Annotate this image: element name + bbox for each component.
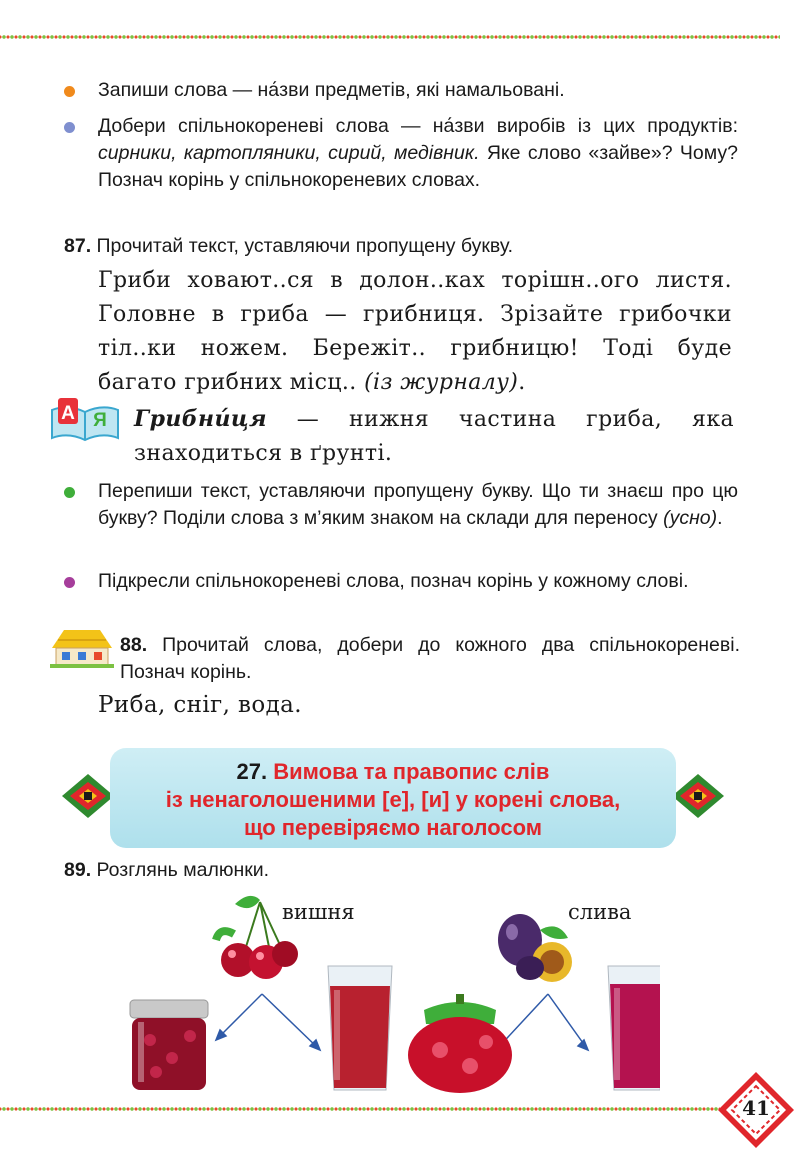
glass-plum-juice [608, 966, 660, 1090]
dictionary-icon [48, 396, 122, 442]
bullet-3-end: . [717, 507, 723, 529]
section-number: 27. [236, 759, 268, 784]
bullet-text-1: Запиши слова — на́зви предметів, які намальовані. [98, 79, 565, 101]
dictionary-entry [134, 402, 734, 471]
exercise-number: 87. [64, 235, 92, 257]
dictionary-term: Грибни́ця [134, 406, 267, 432]
exercise-task: Прочитай текст, уставляючи пропущену букву. [96, 235, 514, 257]
bullet-text-2 [98, 113, 738, 194]
bullet-3-text: Перепиши текст, уставляючи пропущену букву. Що ти знаєш про цю букву? Поділи слова з м’яким знаком на склади для переносу [98, 480, 738, 529]
text-end: . [518, 370, 526, 395]
bullet-3-italic: (усно) [663, 507, 718, 529]
page-number-ornament [718, 1072, 794, 1148]
exercise-number: 88. [120, 634, 148, 656]
section-banner [110, 748, 676, 848]
bullet-text-3 [98, 478, 738, 532]
arrows-left [216, 994, 320, 1050]
exercise-88-words: Риба, сніг, вода. [98, 692, 303, 718]
exercise-task: Розглянь малюнки. [96, 859, 270, 881]
bottom-border [0, 1106, 720, 1112]
jar-image [130, 1000, 208, 1090]
exercise-task: Прочитай слова, добери до кожного два спільнокореневі. Познач корінь. [120, 634, 741, 683]
plum-image [498, 914, 572, 982]
exercise-88-task [120, 632, 740, 686]
bullet-orange [64, 86, 75, 97]
section-title: Вимова та правопис слів [273, 759, 550, 784]
svg-text:А: А [61, 403, 75, 424]
reading-text: Гриби ховают..ся в долон..ках торішн..ого листя. Головне в гриба — грибниця. Зрізайте грибочки тіл..ки ножем. Бережіт.. грибницю! Тоді буде багато грибних місц.. [98, 268, 732, 395]
svg-text:Я: Я [93, 410, 107, 431]
jam-pot-image [408, 994, 512, 1093]
exercise-89-task [64, 857, 269, 884]
ornament-right [670, 772, 726, 820]
section-title-line-2: із ненаголошеними [е], [и] у корені слова, [165, 787, 621, 812]
bullet-2-italic: сирники, картопляники, сирий, медівник. [98, 142, 480, 164]
bullet-purple [64, 577, 75, 588]
bullet-green [64, 487, 75, 498]
exercise-number: 89. [64, 859, 92, 881]
glass-cherry-juice [328, 966, 392, 1090]
exercise-87-task [64, 233, 744, 260]
bullet-text-4: Підкресли спільнокореневі слова, познач корінь у кожному слові. [98, 570, 689, 592]
arrows-right [496, 994, 588, 1050]
top-border [0, 34, 780, 40]
bullet-2-text: Добери спільнокореневі слова — на́зви виробів із цих продуктів: [98, 115, 738, 137]
dictionary-definition: — нижня частина гриба, яка знаходиться в ґрунті. [134, 407, 734, 466]
house-icon [50, 626, 114, 668]
bullet-2-text-end: Яке слово «зайве»? Чому? Познач корінь у спільнокореневих словах. [98, 142, 738, 191]
label-plum: слива [568, 900, 632, 924]
section-title-line-1 [110, 758, 676, 786]
exercise-87-text [98, 264, 732, 400]
text-source: (із журналу) [364, 370, 519, 395]
ornament-left [60, 772, 116, 820]
bullet-blue [64, 122, 75, 133]
page-number: 41 [742, 1096, 770, 1120]
label-cherry: вишня [282, 900, 355, 924]
section-title-line-3: що перевіряємо наголосом [243, 815, 543, 840]
